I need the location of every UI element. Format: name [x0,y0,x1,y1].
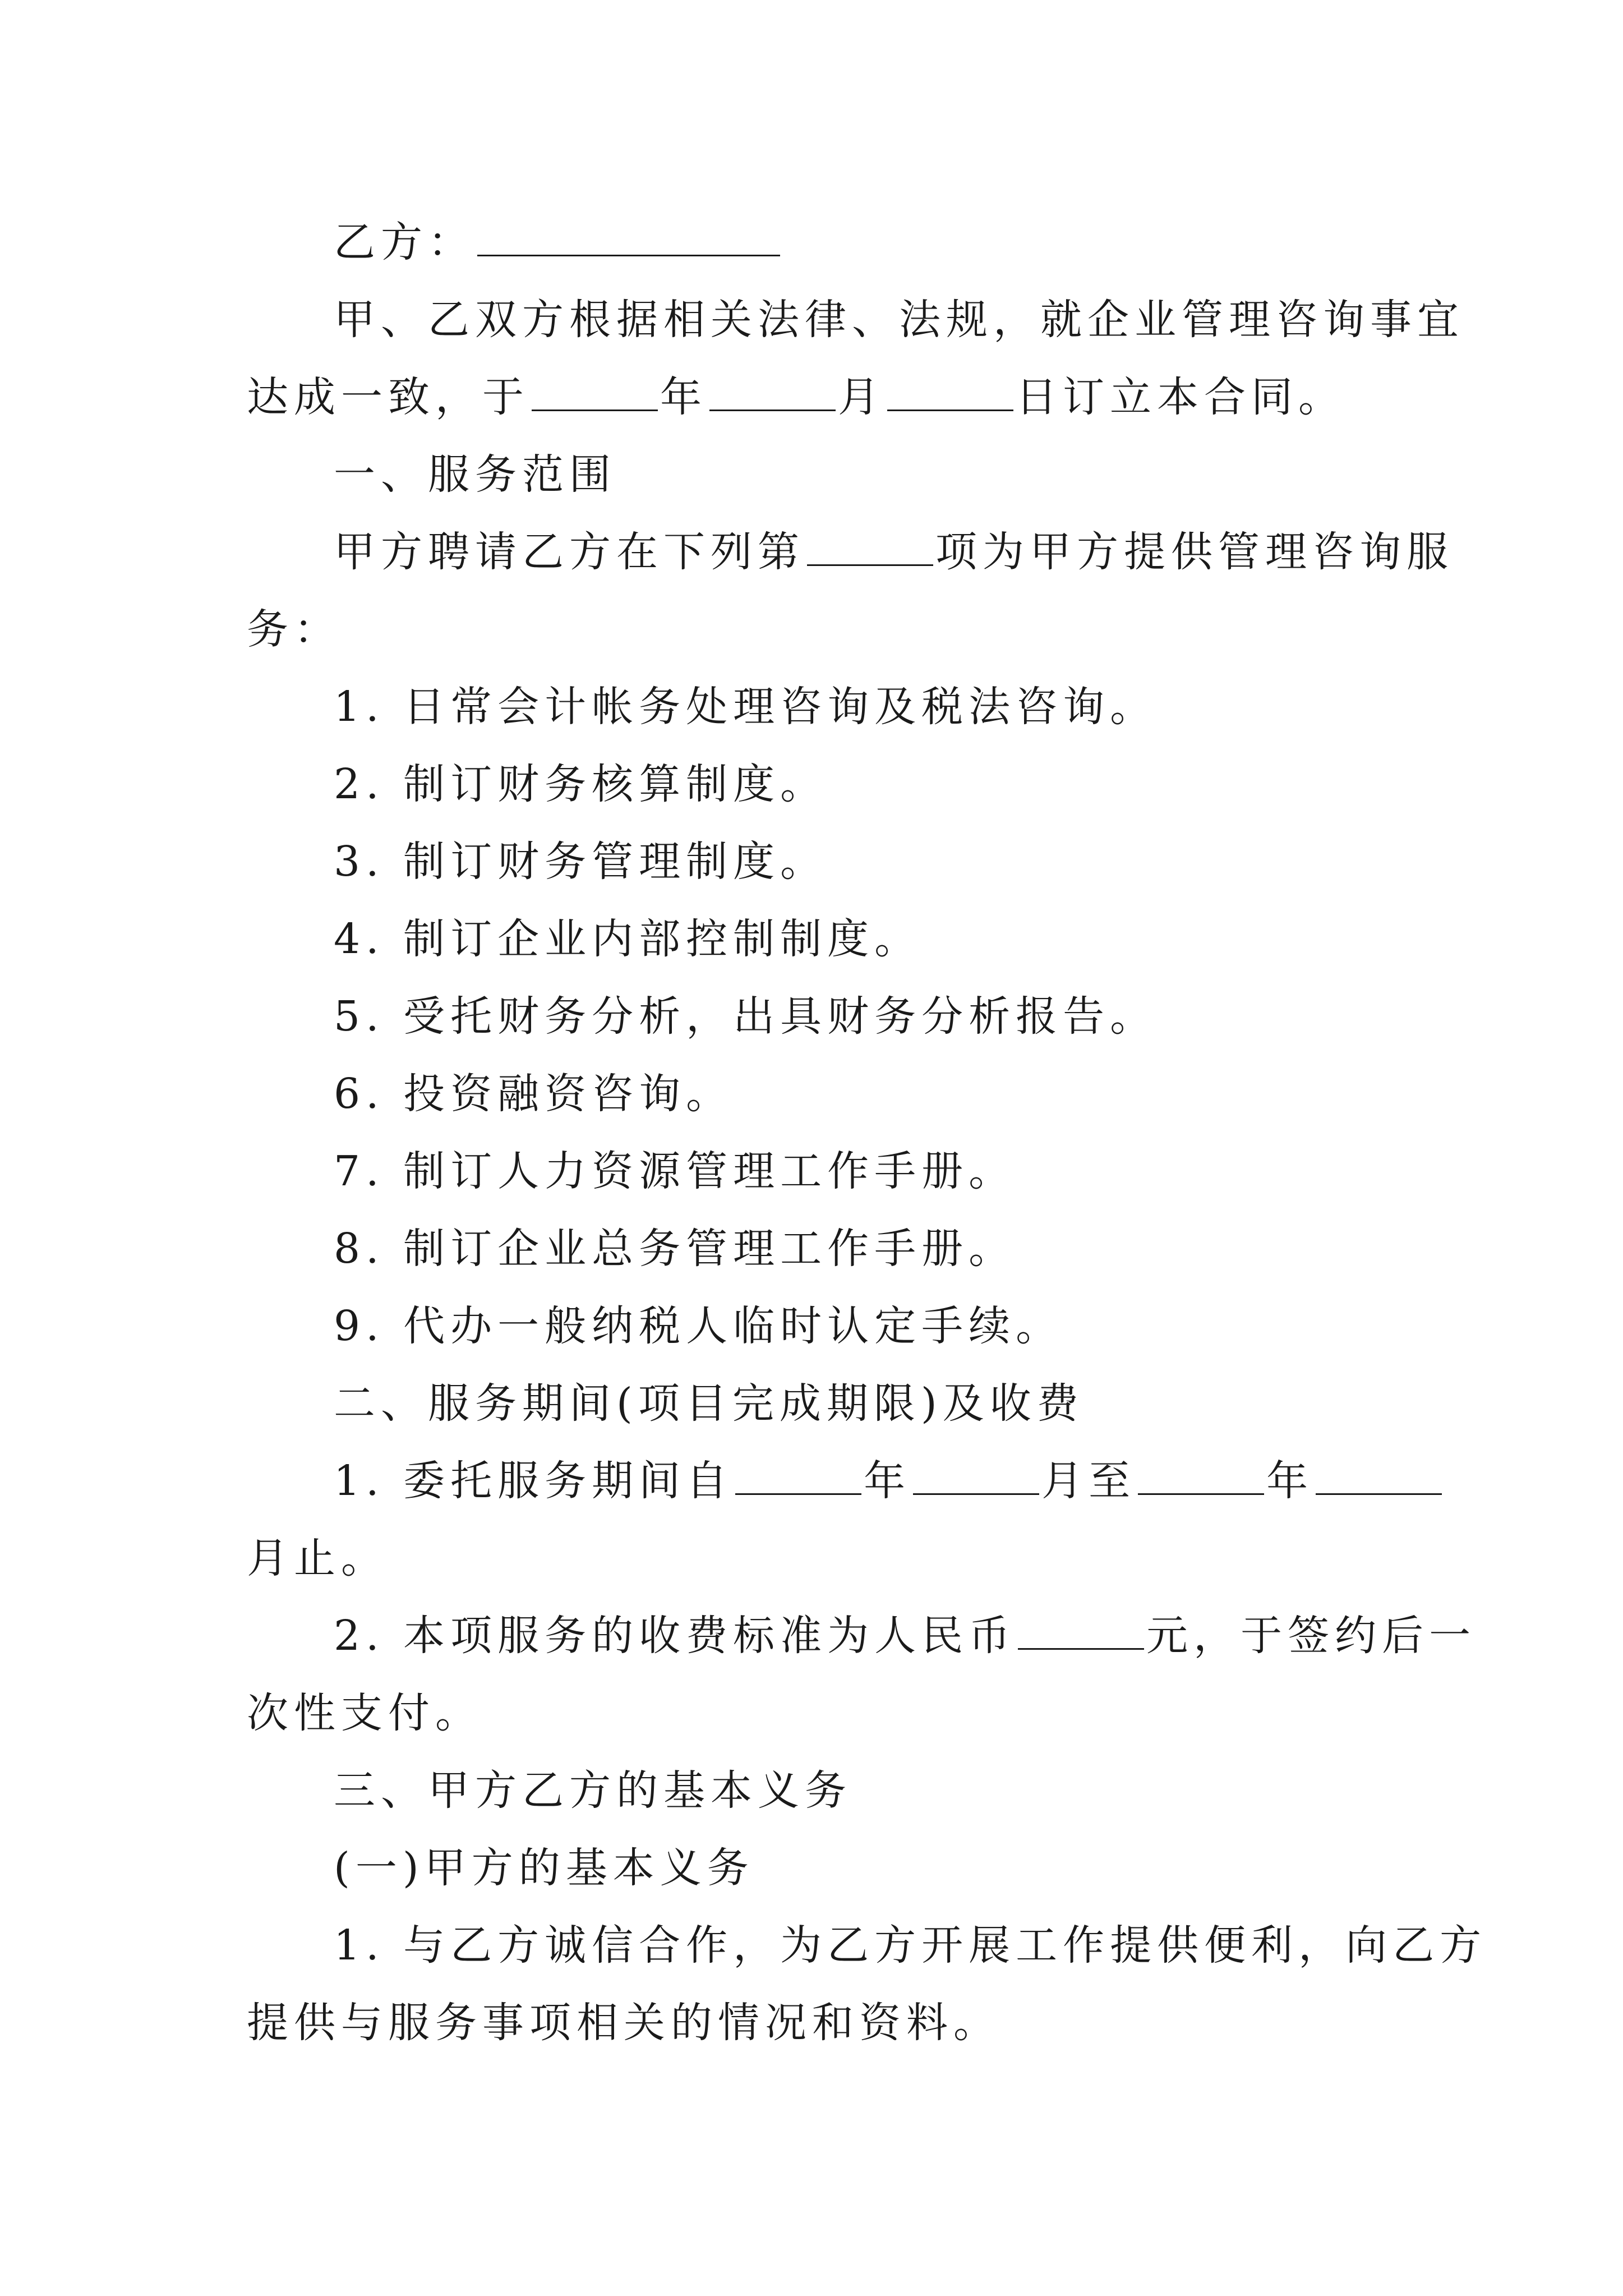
section-2-title [334,1370,1623,1437]
duty-line-1 [334,1912,1623,1979]
section-3-title [334,1757,1623,1824]
service-item-text: 8. 制订企业总务管理工作手册。 [334,1225,1016,1273]
service-item [334,1138,1623,1205]
service-item [334,673,1623,740]
party-b-blank[interactable] [477,220,780,256]
year-blank[interactable] [532,375,658,411]
service-item [334,1292,1623,1360]
section-1-text [334,518,1623,586]
intro-date-prefix: 达成一致，于 [247,373,529,421]
service-item [334,1060,1623,1128]
period-to: 月至 [1041,1457,1136,1505]
service-item [334,828,1623,895]
service-item-text: 9. 代办一般纳税人临时认定手续。 [334,1302,1063,1350]
end-year-blank[interactable] [1138,1458,1264,1495]
service-item-text: 1. 日常会计帐务处理咨询及税法咨询。 [334,683,1158,731]
start-year-blank[interactable] [735,1458,861,1495]
service-item-text: 7. 制订人力资源管理工作手册。 [334,1147,1016,1195]
fee-amount-blank[interactable] [1018,1613,1144,1650]
section-1-title [334,441,1623,508]
section-heading: 一、服务范围 [334,450,616,499]
section-heading: 三、甲方乙方的基本义务 [334,1766,852,1815]
duty-line-2 [247,1989,1623,2056]
fee-end-line [247,1680,1623,1747]
intro-date-suffix: 日订立本合同。 [1016,373,1345,421]
party-b-line [334,209,1623,276]
fee-line [334,1602,1623,1669]
section-1-text-end [247,596,1623,663]
intro-line-1 [334,286,1623,353]
period-end-line [247,1525,1623,1592]
year-label: 年 [660,373,707,421]
section-3-subtitle [334,1834,1623,1902]
duty-text: 提供与服务事项相关的情况和资料。 [247,1999,1000,2047]
month-blank[interactable] [709,375,836,411]
service-item-text: 4. 制订企业内部控制制度。 [334,915,922,963]
party-b-label: 乙方： [334,218,475,266]
period-line [334,1447,1623,1515]
period-prefix: 1. 委托服务期间自 [334,1457,734,1505]
duty-text: 1. 与乙方诚信合作，为乙方开展工作提供便利，向乙方 [334,1921,1487,1970]
service-item-text: 3. 制订财务管理制度。 [334,838,828,886]
service-item-text: 2. 制订财务核算制度。 [334,760,828,808]
end-month-blank[interactable] [1316,1458,1442,1495]
year-label: 年 [1266,1457,1314,1505]
service-item [334,905,1623,973]
period-end: 月止。 [247,1534,388,1582]
service-item-text: 5. 受托财务分析，出具财务分析报告。 [334,992,1158,1041]
section-1-suffix: 项为甲方提供管理咨询服 [935,528,1454,576]
intro-text: 甲、乙双方根据相关法律、法规，就企业管理咨询事宜 [334,296,1464,344]
service-item [334,751,1623,818]
section-1-end: 务： [247,605,341,654]
section-1-prefix: 甲方聘请乙方在下列第 [334,528,805,576]
year-label: 年 [864,1457,911,1505]
item-number-blank[interactable] [807,530,933,566]
service-item [334,983,1623,1050]
fee-suffix: 元，于签约后一 [1146,1612,1477,1660]
start-month-blank[interactable] [913,1458,1039,1495]
day-blank[interactable] [887,375,1013,411]
service-item-text: 6. 投资融资咨询。 [334,1070,734,1118]
fee-end: 次性支付。 [247,1689,482,1737]
service-item [334,1215,1623,1282]
fee-prefix: 2. 本项服务的收费标准为人民币 [334,1612,1016,1660]
intro-line-2 [247,364,1623,431]
section-heading: 二、服务期间(项目完成期限)及收费 [334,1379,1084,1428]
subsection-heading: (一)甲方的基本义务 [334,1844,754,1892]
month-label: 月 [838,373,885,421]
